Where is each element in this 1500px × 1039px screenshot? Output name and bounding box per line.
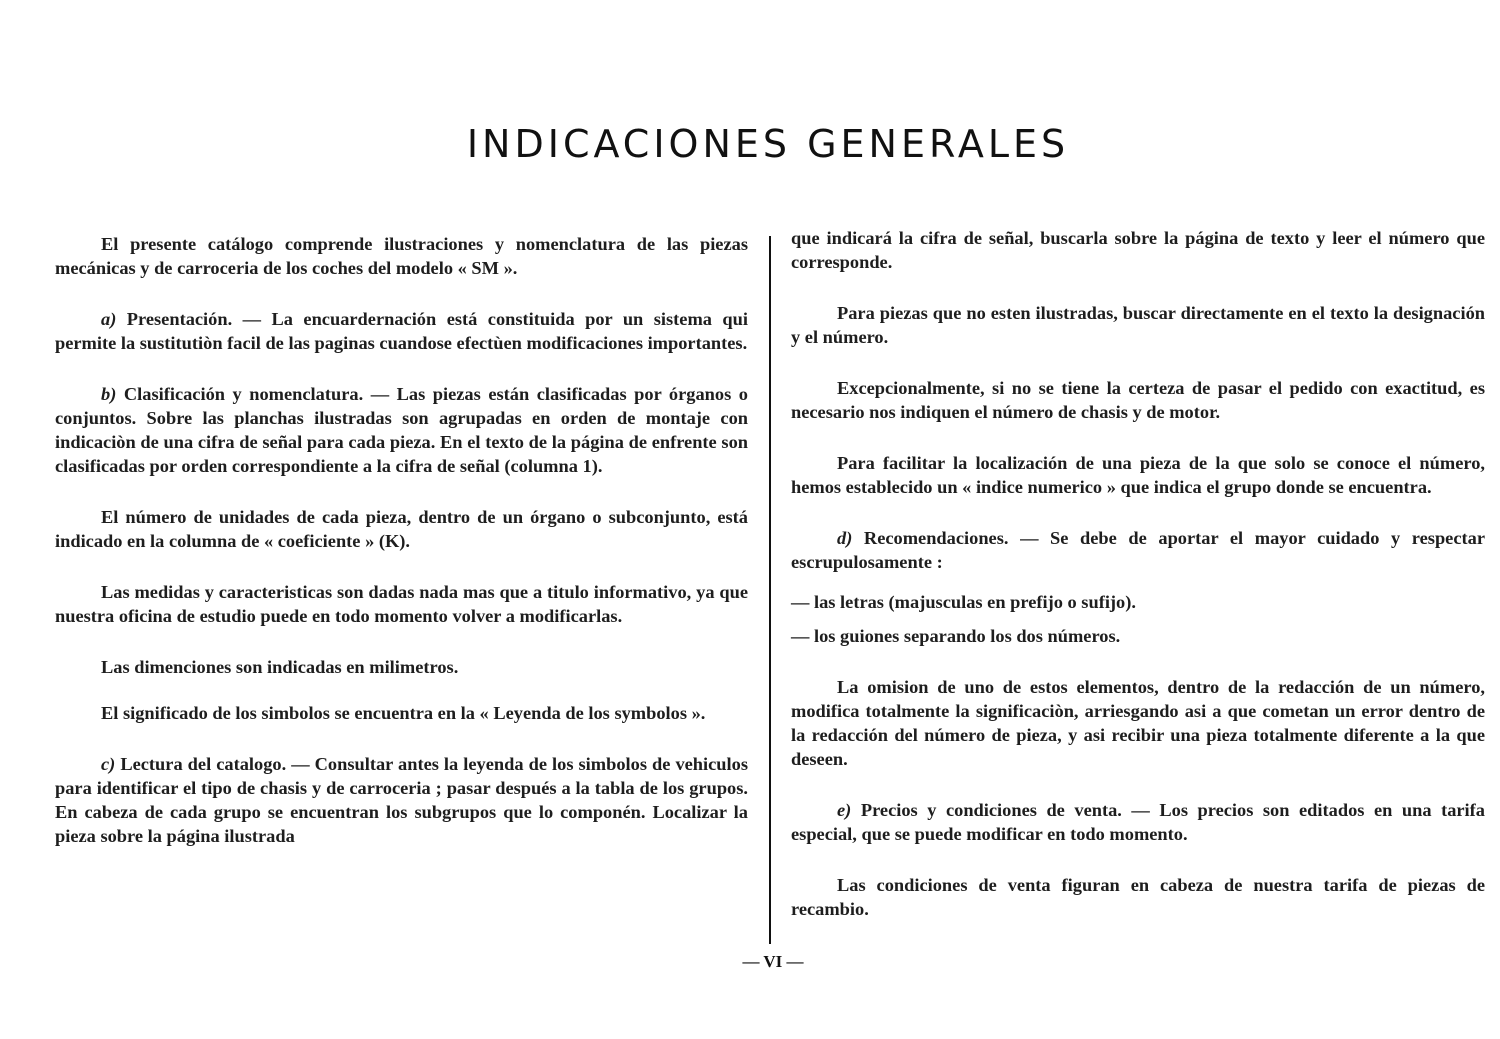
omission-paragraph: La omision de uno de estos elementos, dentro de la redacción de un número, modifica totalmente la significaciòn, arriesgando asi a que cometan un error dentro de la redacción del número de pieza, y asi recibir una pieza totalmente diferente a la que deseen.	[791, 677, 1485, 769]
section-a-body: — La encuardernación está constituida por un sistema qui permite la sustitutiòn facil de las paginas cuandose efectùen modificaciones importantes.	[55, 309, 748, 353]
not-illustrated-paragraph: Para piezas que no esten ilustradas, buscar directamente en el texto la designación y el número.	[791, 303, 1485, 347]
section-d-body: — Se debe de aportar el mayor cuidado y respectar escrupulosamente :	[791, 528, 1485, 572]
page-number: — VI —	[742, 952, 804, 971]
right-column	[791, 226, 1485, 921]
section-d-heading: Recomendaciones.	[863, 528, 1009, 548]
conditions-paragraph: Las condiciones de venta figuran en cabeza de nuestra tarifa de piezas de recambio.	[791, 875, 1485, 919]
symbols-paragraph: El significado de los simbolos se encuentra en la « Leyenda de los symbolos ».	[101, 703, 706, 723]
index-paragraph: Para facilitar la localización de una pieza de la que solo se conoce el número, hemos establecido un « indice numerico » que indica el grupo donde se encuentra.	[791, 453, 1485, 497]
section-a-paragraph	[55, 307, 748, 355]
exceptionally-paragraph: Excepcionalmente, si no se tiene la certeza de pasar el pedido con exactitud, es necesario nos indiquen el número de chasis y de motor.	[791, 378, 1485, 422]
left-column	[55, 232, 748, 848]
section-c-body: — Consultar antes la leyenda de los simbolos de vehiculos para identificar el tipo de chasis y de carroceria ; pasar después a la tabla de los grupos. En cabeza de cada grupo se encuentran los subgrupos que lo componén. Localizar la pieza sobre la página ilustrada	[55, 754, 748, 846]
section-a-heading: Presentación.	[126, 309, 233, 329]
page-title: INDICACIONES GENERALES	[466, 122, 1070, 166]
units-paragraph: El número de unidades de cada pieza, dentro de un órgano o subconjunto, está indicado en la columna de « coeficiente » (K).	[55, 507, 748, 551]
section-e-paragraph	[791, 798, 1485, 846]
section-b-heading: Clasificación y nomenclatura.	[123, 384, 364, 404]
dash-item-hyphens: — los guiones separando los dos números.	[791, 626, 1121, 646]
section-b-paragraph	[55, 382, 748, 478]
measures-paragraph: Las medidas y caracteristicas son dadas nada mas que a titulo informativo, ya que nuestra oficina de estudio puede en todo momento volver a modificarlas.	[55, 582, 748, 626]
section-c-paragraph	[55, 752, 748, 848]
section-c-label: c)	[101, 754, 116, 774]
section-b-body: — Las piezas están clasificadas por órganos o conjuntos. Sobre las planchas ilustradas son agrupadas en orden de montaje con indicaciòn de una cifra de señal para cada pieza. En el texto de la página de enfrente son clasificadas por orden correspondiente a la cifra de señal (columna 1).	[55, 384, 748, 476]
dash-item-letters: — las letras (majusculas en prefijo o sufijo).	[791, 592, 1136, 612]
section-b-label: b)	[101, 384, 117, 404]
dimensions-paragraph: Las dimenciones son indicadas en milimetros.	[101, 657, 459, 677]
section-c-continued: que indicará la cifra de señal, buscarla sobre la página de texto y leer el número que corresponde.	[791, 228, 1485, 272]
column-divider	[769, 236, 771, 944]
intro-paragraph: El presente catálogo comprende ilustraciones y nomenclatura de las piezas mecánicas y de carroceria de los coches del modelo « SM ».	[55, 234, 748, 278]
section-c-heading: Lectura del catalogo.	[120, 754, 287, 774]
section-e-label: e)	[837, 800, 852, 820]
section-e-body: — Los precios son editados en una tarifa especial, que se puede modificar en todo momento.	[791, 800, 1485, 844]
section-a-label: a)	[101, 309, 117, 329]
section-d-paragraph	[791, 526, 1485, 574]
section-e-heading: Precios y condiciones de venta.	[860, 800, 1122, 820]
section-d-label: d)	[837, 528, 853, 548]
